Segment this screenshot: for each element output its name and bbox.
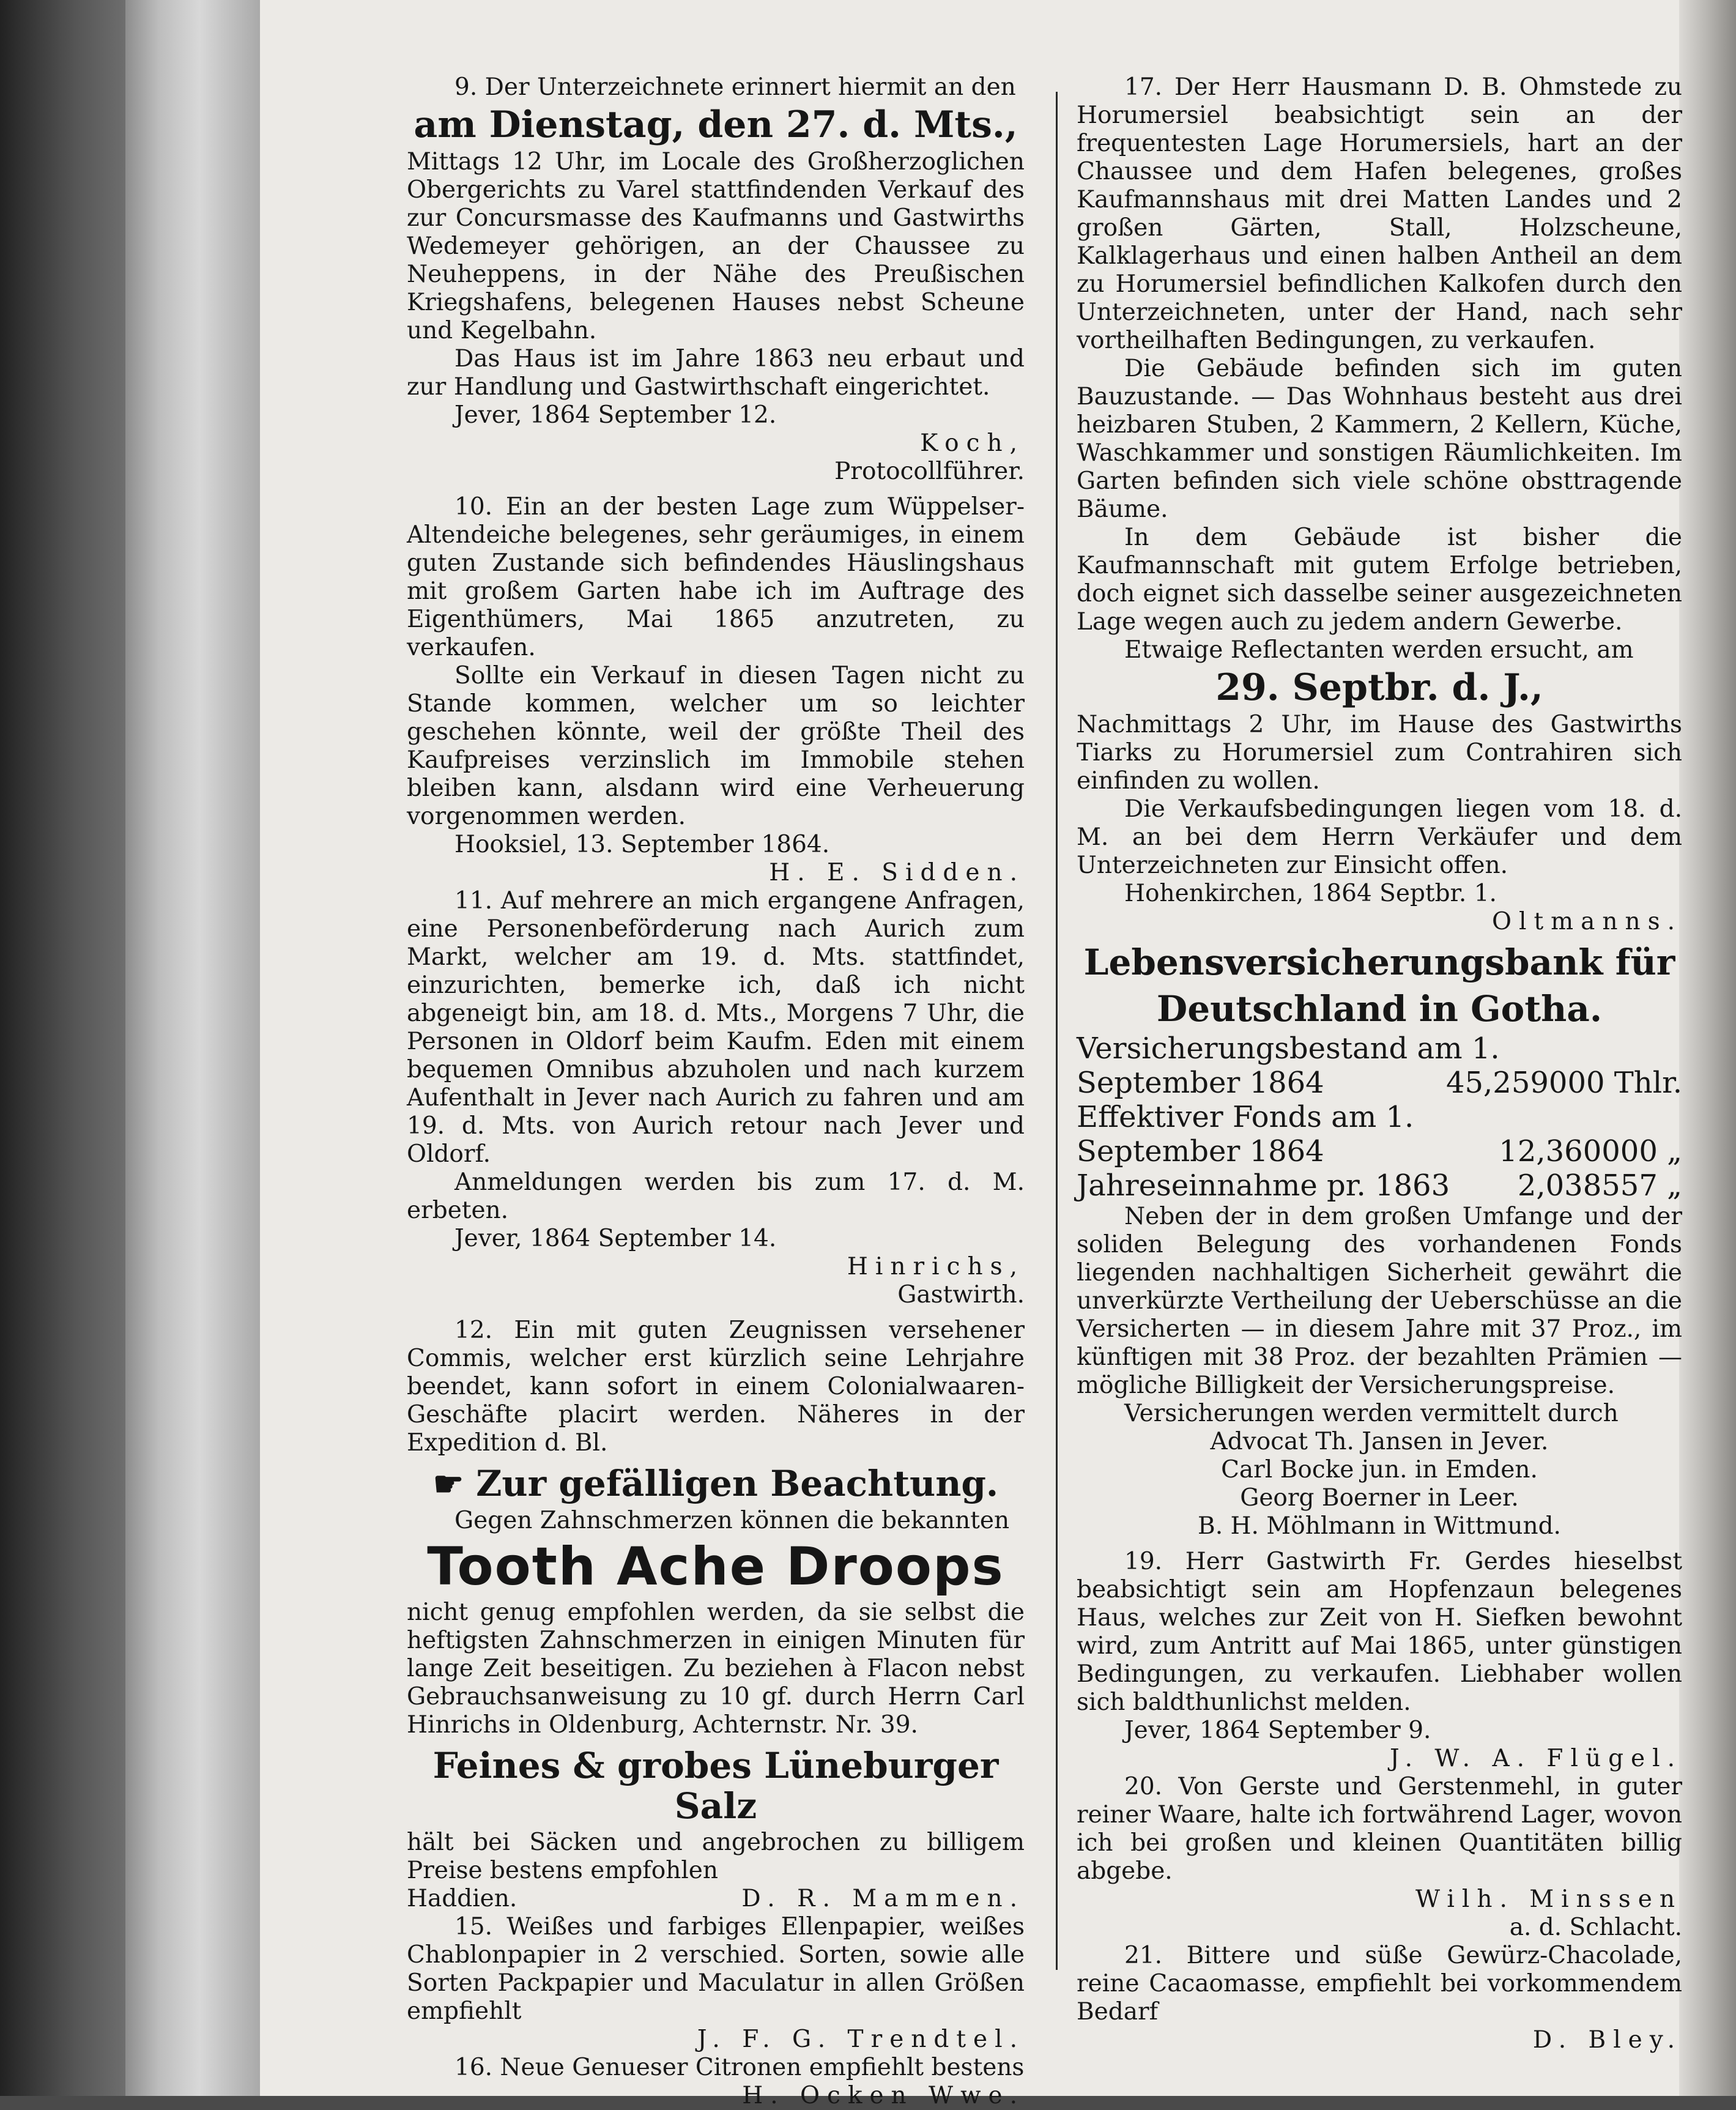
notice-17-body: 17. Der Herr Hausmann D. B. Ohmstede zu Horumersiel beabsichtigt sein an der frequentesten Lage Horumersiels, hart an der Chaussee und dem Hafen belegenes, großes Kaufmannshaus mit drei Matten Landes und 2 großen Gärten, Stall, Holzscheune, Kalklagerhaus und einen halben Antheil an dem zu Horumersiel befindlichen Kalkofen durch den Unterzeichneten, unter der Hand, nach sehr vortheilhaften Bedingungen, zu verkaufen.: [1077, 73, 1682, 354]
insurance-line-1: Versicherungsbestand am 1.: [1077, 1031, 1500, 1066]
insurance-body: Neben der in dem großen Umfange und der soliden Belegung des vorhandenen Fonds liegenden nachhaltigen Sicherheit gewährt die unverkürzte Vertheilung der Ueberschüsse an die Versicherten — in diesem Jahre mit 37 Proz., im künftigen mit 38 Proz. der bezahlten Prämien — mögliche Billigkeit der Versicherungspreise.: [1077, 1203, 1682, 1399]
notice-17-body-6: Die Verkaufsbedingungen liegen vom 18. d. M. an bei dem Herrn Verkäufer und dem Unterzeichneten zur Einsicht offen.: [1077, 795, 1682, 879]
notice-19-signature: J. W. A. Flügel.: [1390, 1745, 1682, 1772]
notice-20-signature-2: a. d. Schlacht.: [1509, 1914, 1682, 1941]
notice-10-place: Hooksiel, 13. September 1864.: [454, 831, 830, 858]
notice-16-signature: H. Ocken Wwe.: [742, 2082, 1025, 2109]
notice-17-place: Hohenkirchen, 1864 Septbr. 1.: [1124, 880, 1497, 907]
book-page-stack: [125, 0, 260, 2096]
notice-15-signature: J. F. G. Trendtel.: [697, 2026, 1025, 2053]
attention-heading: [407, 1463, 1025, 1504]
insurance-heading-2: Deutschland in Gotha.: [1156, 988, 1603, 1030]
notice-10-signature: H. E. Sidden.: [769, 859, 1025, 886]
notice-17-body-5: Nachmittags 2 Uhr, im Hause des Gastwirths Tiarks zu Horumersiel zum Contrahiren sich einfinden zu wollen.: [1077, 711, 1682, 795]
notice-9-date: am Dienstag, den 27. d. Mts.,: [414, 103, 1018, 146]
insurance-agent-2: Carl Bocke jun. in Emden.: [1221, 1456, 1538, 1484]
product-name: Tooth Ache Droops: [427, 1536, 1004, 1597]
notice-16-body: 16. Neue Genueser Citronen empfiehlt bestens: [454, 2054, 1025, 2081]
notice-10-body-2: Sollte ein Verkauf in diesen Tagen nicht zu Stande kommen, welcher um so leichter geschehen könnte, weil der größte Theil des Kaufpreises verzinslich im Immobile stehen bleiben kann, alsdann wird eine Verheuerung vorgenommen werden.: [407, 662, 1025, 830]
notice-11-place: Jever, 1864 September 14.: [454, 1225, 777, 1252]
insurance-line-5-label: Jahreseinnahme pr. 1863: [1077, 1168, 1450, 1203]
insurance-line-2-value: 45,259000 Thlr.: [1445, 1066, 1682, 1100]
notice-11-body: 11. Auf mehrere an mich ergangene Anfragen, eine Personenbeförderung nach Aurich zum Markt, welcher am 19. d. Mts. stattfindet, einzurichten, bemerke ich, daß ich nicht abgeneigt bin, am 18. d. Mts., Morgens 7 Uhr, die Personen in Oldorf beim Kaufm. Eden mit einem bequemen Omnibus abzuholen und nach kurzem Aufenthalt in Jever nach Aurich zu fahren und am 19. d. Mts. von Aurich retour nach Jever und Oldorf.: [407, 887, 1025, 1168]
notice-9-body-2: Das Haus ist im Jahre 1863 neu erbaut und zur Handlung und Gastwirthschaft eingerichtet.: [407, 345, 1025, 401]
insurance-line-4: [1077, 1134, 1682, 1168]
notice-17-body-3: In dem Gebäude ist bisher die Kaufmannschaft mit gutem Erfolge betrieben, doch eignet sich dasselbe seiner ausgezeichneten Lage wegen auch zu jedem andern Gewerbe.: [1077, 524, 1682, 636]
notice-17-date: 29. Septbr. d. J.,: [1215, 666, 1543, 709]
insurance-line-2: [1077, 1066, 1682, 1100]
notice-9-lead: 9. Der Unterzeichnete erinnert hiermit an den: [454, 73, 1016, 101]
attention-heading-text: Zur gefälligen Beachtung.: [476, 1463, 999, 1504]
insurance-line-2-label: September 1864: [1077, 1066, 1324, 1100]
pointing-hand-icon: ☛: [432, 1464, 464, 1504]
notice-9-place: Jever, 1864 September 12.: [454, 401, 777, 429]
salt-place: Haddien.: [407, 1885, 517, 1912]
attention-lead: Gegen Zahnschmerzen können die bekannten: [454, 1507, 1010, 1534]
insurance-line-4-label: September 1864: [1077, 1134, 1324, 1168]
salt-signature-row: [407, 1885, 1025, 1913]
insurance-line-5: [1077, 1168, 1682, 1203]
notice-17-body-4: Etwaige Reflectanten werden ersucht, am: [1124, 636, 1634, 664]
notice-11-signature: Hinrichs,: [847, 1253, 1025, 1280]
notice-19-body: 19. Herr Gastwirth Fr. Gerdes hieselbst beabsichtigt sein am Hopfenzaun belegenes Haus, welches zur Zeit von H. Siefken bewohnt wird, zum Antritt auf Mai 1865, unter günstigen Bedingungen, zu verkaufen. Liebhaber wollen sich baldthunlichst melden.: [1077, 1548, 1682, 1716]
insurance-heading-1: Lebensversicherungsbank für: [1083, 942, 1675, 983]
insurance-agent-3: Georg Boerner in Leer.: [1240, 1484, 1519, 1512]
insurance-agents-lead: Versicherungen werden vermittelt durch: [1124, 1400, 1619, 1427]
notice-9-body: Mittags 12 Uhr, im Locale des Großherzoglichen Obergerichts zu Varel stattfindenden Verkauf des zur Concursmasse des Kaufmanns und Gastwirths Wedemeyer gehörigen, an der Chaussee zu Neuheppens, in der Nähe des Preußischen Kriegshafens, belegenen Hauses nebst Scheune und Kegelbahn.: [407, 148, 1025, 344]
left-column: [407, 73, 1025, 2110]
right-column: [1077, 73, 1682, 2054]
page-fold-edge: [1679, 0, 1736, 2096]
insurance-line-4-value: 12,360000 „: [1499, 1134, 1682, 1168]
notice-17-body-2: Die Gebäude befinden sich im guten Bauzustande. — Das Wohnhaus besteht aus drei heizbaren Stuben, 2 Kammern, 2 Kellern, Küche, Waschkammer und sonstigen Räumlichkeiten. Im Garten befinden sich viele schöne obsttragende Bäume.: [1077, 355, 1682, 523]
salt-signature: D. R. Mammen.: [741, 1885, 1025, 1912]
notice-10-body: 10. Ein an der besten Lage zum Wüppelser-Altendeiche belegenes, sehr geräumiges, in einem guten Zustande sich befindendes Häuslingshaus mit großem Garten habe ich im Auftrage des Eigenthümers, Mai 1865 anzutreten, zu verkaufen.: [407, 493, 1025, 661]
salt-heading: Feines & grobes Lüneburger Salz: [432, 1745, 999, 1827]
notice-17-signature: Oltmanns.: [1492, 908, 1682, 935]
column-divider: [1056, 92, 1058, 1970]
notice-21-signature: D. Bley.: [1532, 2026, 1682, 2054]
notice-21-body: 21. Bittere und süße Gewürz-Chacolade, reine Cacaomasse, empfiehlt bei vorkommendem Bedarf: [1077, 1942, 1682, 2026]
notice-11-body-2: Anmeldungen werden bis zum 17. d. M. erbeten.: [407, 1168, 1025, 1224]
insurance-line-5-value: 2,038557 „: [1517, 1168, 1682, 1203]
notice-11-signature-title: Gastwirth.: [897, 1281, 1025, 1309]
insurance-agent-4: B. H. Möhlmann in Wittmund.: [1198, 1512, 1561, 1540]
salt-body: hält bei Säcken und angebrochen zu billigem Preise bestens empfohlen: [407, 1829, 1025, 1884]
notice-20-body: 20. Von Gerste und Gerstenmehl, in guter reiner Waare, halte ich fortwährend Lager, wovon ich bei großen und kleinen Quantitäten billig abgebe.: [1077, 1773, 1682, 1885]
notice-15-body: 15. Weißes und farbiges Ellenpapier, weißes Chablonpapier in 2 verschied. Sorten, sowie alle Sorten Packpapier und Maculatur in allen Größen empfiehlt: [407, 1913, 1025, 2025]
notice-9-signature-title: Protocollführer.: [834, 458, 1025, 485]
notice-12-body: 12. Ein mit guten Zeugnissen versehener Commis, welcher erst kürzlich seine Lehrjahre beendet, kann sofort in einem Colonialwaaren-Geschäfte placirt werden. Näheres in der Expedition d. Bl.: [407, 1317, 1025, 1457]
insurance-agent-1: Advocat Th. Jansen in Jever.: [1210, 1428, 1549, 1455]
notice-19-place: Jever, 1864 September 9.: [1124, 1717, 1431, 1744]
notice-9-signature: Koch,: [920, 429, 1025, 457]
notice-20-signature: Wilh. Minssen: [1415, 1885, 1682, 1913]
insurance-line-3: Effektiver Fonds am 1.: [1077, 1100, 1414, 1134]
attention-body: nicht genug empfohlen werden, da sie selbst die heftigsten Zahnschmerzen in einigen Minuten für lange Zeit beseitigen. Zu beziehen à Flacon nebst Gebrauchsanweisung zu 10 gf. durch Herrn Carl Hinrichs in Oldenburg, Achternstr. Nr. 39.: [407, 1599, 1025, 1739]
